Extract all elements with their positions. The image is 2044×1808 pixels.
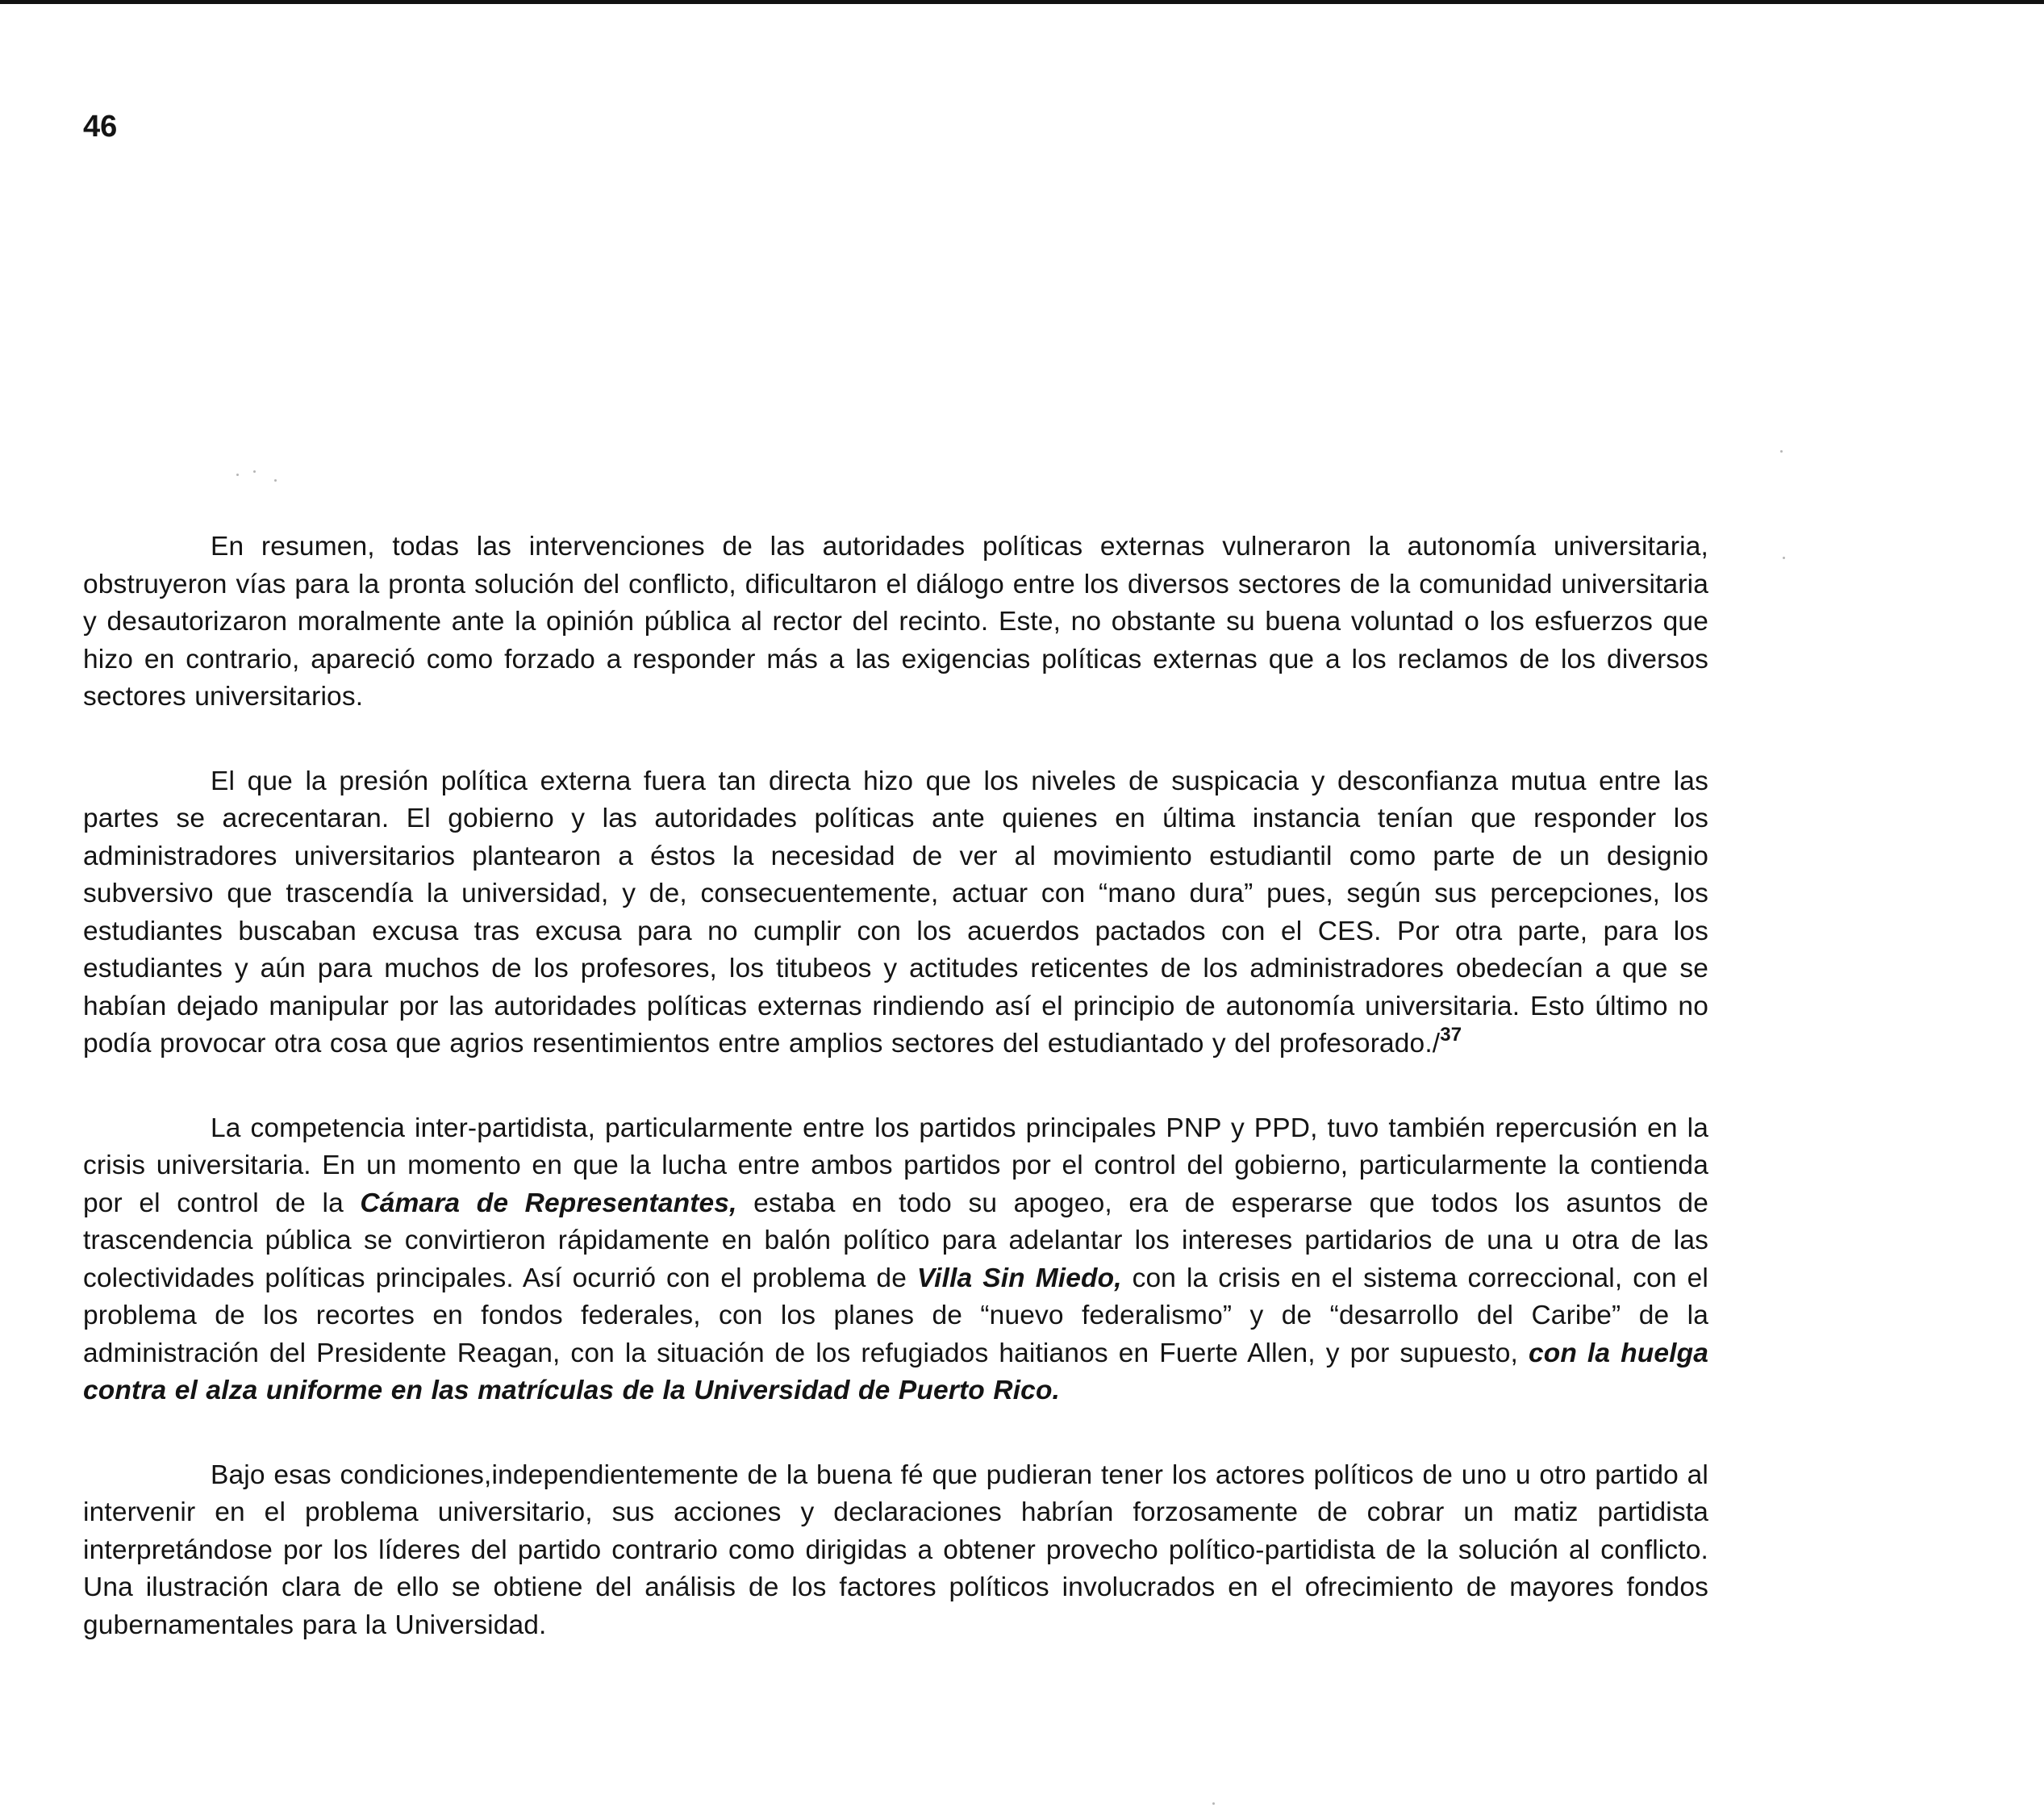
paragraph-2-text: El que la presión política externa fuera tan directa hizo que los niveles de suspicacia y desconfianza mutua entre las partes se acrecentaran. El gobierno y las autoridades políticas ante quienes en última instancia tenían que responder los administradores universitarios plantearon a éstos la necesidad de ver al movimiento estudiantil como parte de un designio subversivo que trascendía la universidad, y de, consecuentemente, actuar con “mano dura” pues, según sus percepciones, los estudiantes buscaban excusa tras excusa para no cumplir con los acuerdos pactados con el CES. Por otra parte, para los estudiantes y aún para muchos de los profesores, los titubeos y actitudes reticentes de los administradores obedecían a que se habían dejado manipular por las autoridades políticas externas rindiendo así el principio de autonomía universitaria. Esto último no podía provocar otra cosa que agrios resentimientos entre amplios sectores del estudiantado y del profesorado./ bbox=[83, 766, 1708, 1058]
scan-speck bbox=[253, 470, 256, 473]
scan-speck bbox=[236, 474, 239, 476]
emphasis-villa-sin-miedo: Villa Sin Miedo, bbox=[916, 1263, 1122, 1293]
paragraph-3-text: con la crisis en el sistema correccional, con el problema de los recortes en fondos federales, con los planes de “nuevo federalismo” y de “desarrollo del Caribe” de la administración del Presidente Reagan, con la situación de los refugiados haitianos en Fuerte Allen, y por supuesto, bbox=[83, 1263, 1708, 1368]
emphasis-camara: Cámara de Representantes, bbox=[360, 1188, 737, 1218]
emphasis-huelga: con la huelga contra el alza uniforme en las matrículas de la Universidad de Puerto Rico. bbox=[83, 1338, 1708, 1405]
paragraph-4 bbox=[83, 1457, 1708, 1645]
paragraph-3-text: estaba en todo su apogeo, era de esperarse que todos los asuntos de trascendencia pública se convirtieron rápidamente en balón político para adelantar los intereses partidarios de una u otra de las colectividades políticas principales. Así ocurrió con el problema de bbox=[83, 1188, 1708, 1293]
paragraph-3-text: La competencia inter-partidista, particularmente entre los partidos principales PNP y PPD, tuvo también repercusión en la crisis universitaria. En un momento en que la lucha entre ambos partidos por el control del gobierno, particularmente la contienda por el control de la bbox=[83, 1113, 1708, 1218]
paragraph-1-text: En resumen, todas las intervenciones de las autoridades políticas externas vulneraron la autonomía universitaria, obstruyeron vías para la pronta solución del conflicto, dificultaron el diálogo entre los diversos sectores de la comunidad universitaria y desautorizaron moralmente ante la opinión pública al rector del recinto. Este, no obstante su buena voluntad o los esfuerzos que hizo en contrario, apareció como forzado a responder más a las exigencias políticas externas que a los reclamos de los diversos sectores universitarios. bbox=[83, 532, 1708, 712]
paragraph-3 bbox=[83, 1110, 1708, 1410]
scan-speck bbox=[1780, 450, 1783, 453]
scan-speck bbox=[1212, 1802, 1215, 1805]
page-number: 46 bbox=[83, 110, 118, 144]
scan-speck bbox=[1783, 557, 1785, 559]
paragraph-2 bbox=[83, 763, 1708, 1063]
body-text bbox=[83, 528, 1708, 1644]
paragraph-1 bbox=[83, 528, 1708, 716]
paragraph-4-text: Bajo esas condiciones,independientemente de la buena fé que pudieran tener los actores políticos de uno u otro partido al intervenir en el problema universitario, sus acciones y declaraciones habrían forzosamente de cobrar un matiz partidista interpretándose por los líderes del partido contrario como dirigidas a obtener provecho político-partidista de la solución al conflicto. Una ilustración clara de ello se obtiene del análisis de los factores políticos involucrados en el ofrecimiento de mayores fondos gubernamentales para la Universidad. bbox=[83, 1459, 1708, 1640]
footnote-marker: 37 bbox=[1440, 1024, 1462, 1046]
scan-speck bbox=[274, 479, 277, 482]
top-rule bbox=[0, 0, 2044, 4]
